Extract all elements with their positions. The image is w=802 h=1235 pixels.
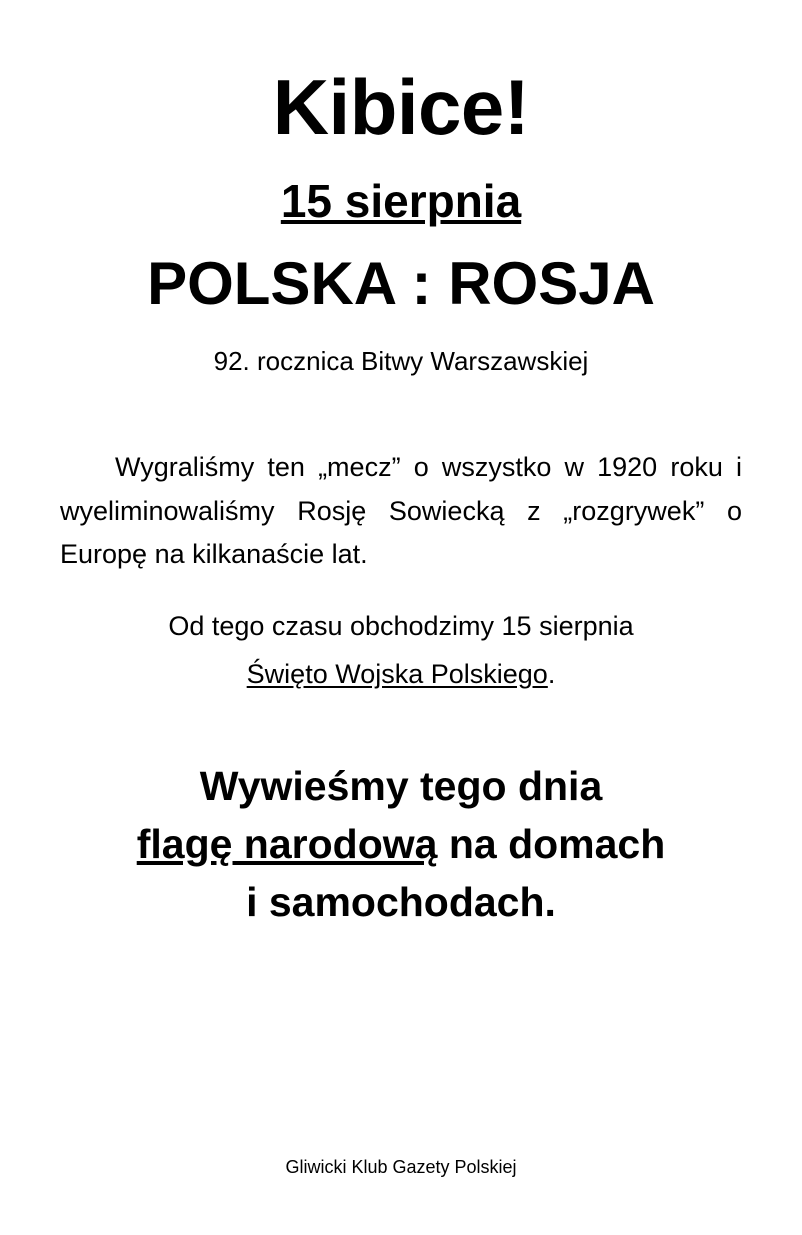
call-to-action [40,757,762,932]
page-title: Kibice! [272,63,530,151]
holiday-period: . [547,658,556,689]
callout-line-2 [40,815,762,873]
match-teams: POLSKA : ROSJA [147,250,655,317]
callout-line-3: i samochodach. [246,879,556,926]
callout-line-2-rest: na domach [437,820,666,867]
callout-line-1: Wywieśmy tego dnia [199,762,603,809]
holiday-name: Święto Wojska Polskiego [246,658,548,689]
event-date-text: 15 sierpnia [280,175,522,227]
body-paragraph-block [40,446,762,577]
event-date [40,175,762,227]
body-paragraph: Wygraliśmy ten „mecz” o wszystko w 1920 roku i wyeliminowaliśmy Rosję Sowiecką z „rozgrywek” o Europę na kilkanaście lat. [60,452,742,570]
anniversary-text: 92. rocznica Bitwy Warszawskiej [213,346,589,376]
since-line: Od tego czasu obchodzimy 15 sierpnia [168,611,634,642]
holiday-line [40,653,762,697]
callout-flag-emphasis: flagę narodową [136,820,438,867]
poster-page [0,63,802,1235]
footer-organization: Gliwicki Klub Gazety Polskiej [285,1157,517,1178]
